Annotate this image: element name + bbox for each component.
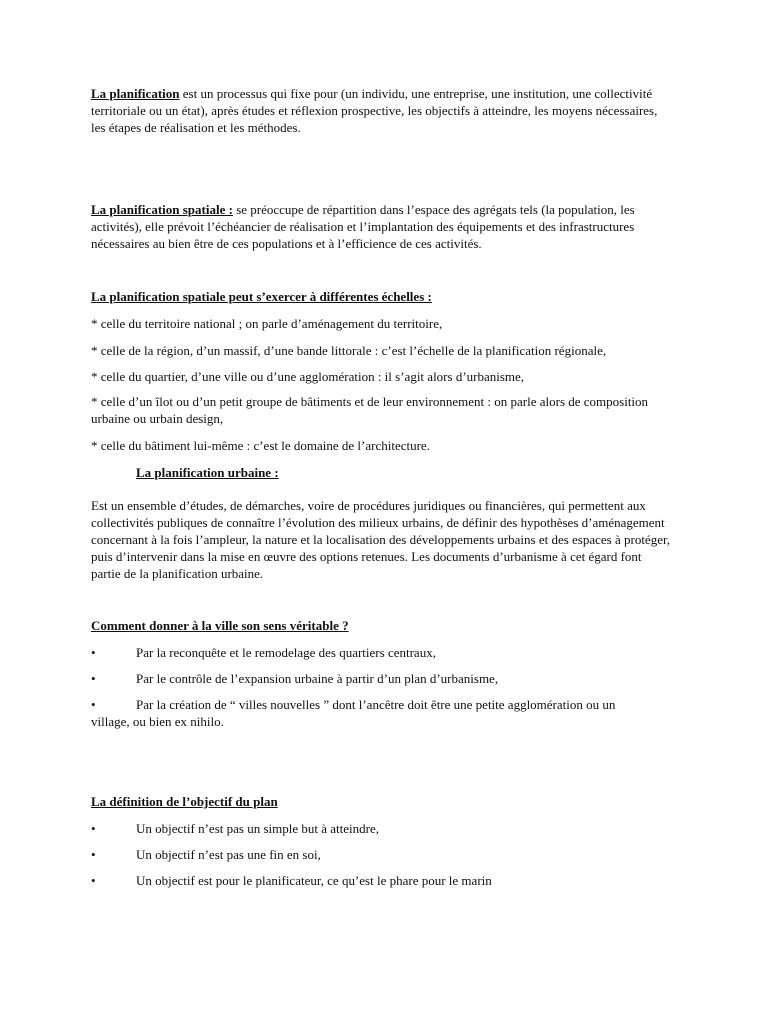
planification-urbaine-heading: La planification urbaine :: [136, 465, 279, 480]
objectif-item: Un objectif n’est pas un simple but à atteindre,: [136, 821, 379, 836]
objectif-plan-heading: La définition de l’objectif du plan: [91, 794, 278, 809]
ville-item: Par la reconquête et le remodelage des quartiers centraux,: [136, 645, 436, 660]
bullet: •: [91, 645, 96, 660]
term-planification-spatiale: La planification spatiale :: [91, 202, 233, 217]
planification-definition: [91, 85, 673, 136]
objectif-item: Un objectif n’est pas une fin en soi,: [136, 847, 321, 862]
echelles-heading: La planification spatiale peut s’exercer à différentes échelles :: [91, 289, 432, 304]
term-planification: La planification: [91, 86, 180, 101]
planification-spatiale-definition: [91, 201, 673, 252]
planification-text: est un processus qui fixe pour (un individu, une entreprise, une institution, une collectivité territoriale ou un état), après études et réflexion prospective, les objectifs à atteindre, les moyens nécessaires, les étapes de réalisation et les méthodes.: [91, 86, 658, 135]
planification-spatiale-text: se préoccupe de répartition dans l’espace des agrégats tels (la population, les activités), elle prévoit l’échéancier de réalisation et l’implantation des équipements et des infrastructures nécessaires au bien être de ces populations et à l’efficience de ces activités.: [91, 202, 635, 251]
echelle-item: * celle du bâtiment lui-même : c’est le domaine de l’architecture.: [91, 438, 430, 453]
ville-item: Par le contrôle de l’expansion urbaine à partir d’un plan d’urbanisme,: [136, 671, 499, 686]
objectif-item: Un objectif est pour le planificateur, ce qu’est le phare pour le marin: [136, 873, 492, 888]
bullet: •: [91, 671, 96, 686]
bullet: •: [91, 873, 96, 888]
echelle-item: * celle de la région, d’un massif, d’une bande littorale : c’est l’échelle de la planification régionale,: [91, 343, 607, 358]
ville-item: Par la création de “ villes nouvelles ” dont l’ancêtre doit être une petite agglomération ou un: [136, 697, 616, 712]
ville-item-continuation: village, ou bien ex nihilo.: [91, 714, 224, 729]
echelle-item: * celle du quartier, d’une ville ou d’une agglomération : il s’agit alors d’urbanisme,: [91, 369, 525, 384]
bullet: •: [91, 697, 96, 712]
ville-sens-heading: Comment donner à la ville son sens véritable ?: [91, 618, 349, 633]
echelle-item: * celle du territoire national ; on parle d’aménagement du territoire,: [91, 316, 443, 331]
planification-urbaine-text: Est un ensemble d’études, de démarches, voire de procédures juridiques ou financières, qui permettent aux collectivités publiques de connaître l’évolution des milieux urbains, de définir des hypothèses d’aménagement concernant à la fois l’ampleur, la nature et la localisation des développements urbains et des espaces à protéger, puis d’intervenir dans la mise en œuvre des options retenues. Les documents d’urbanisme à cet égard font partie de la planification urbaine.: [91, 498, 671, 581]
echelle-item: * celle d’un îlot ou d’un petit groupe de bâtiments et de leur environnement : on parle alors de composition urbaine ou urbain design,: [91, 394, 649, 426]
bullet: •: [91, 821, 96, 836]
bullet: •: [91, 847, 96, 862]
